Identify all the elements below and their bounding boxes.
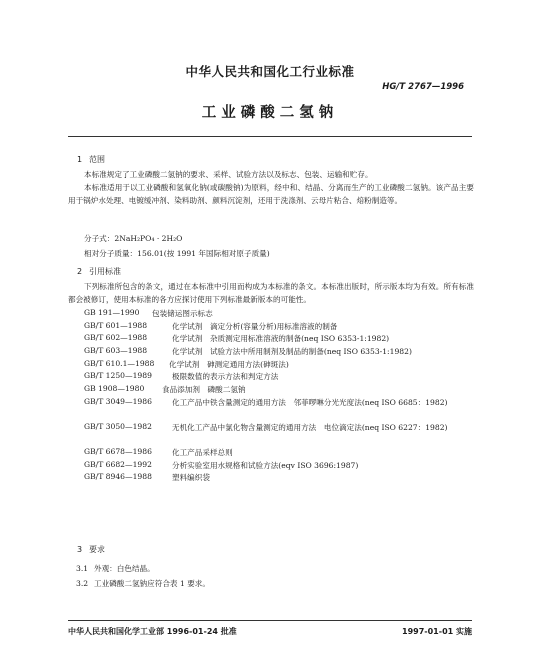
- reference-title: 化学试剂 滴定分析(容量分析)用标准溶液的制备: [172, 321, 338, 331]
- reference-code: GB/T 6678—1986: [84, 446, 152, 456]
- section-heading-references: [77, 266, 121, 277]
- requirement-text: 外观：白色结晶。: [94, 564, 155, 573]
- section-title: 范围: [89, 155, 105, 164]
- standard-number: HG/T 2767—1996: [382, 82, 464, 92]
- reference-title: 无机化工产品中氯化物含量测定的通用方法 电位滴定法(neq ISO 6227：1982): [172, 422, 448, 432]
- requirement-item: [76, 563, 155, 574]
- section-heading-requirements: [77, 544, 105, 555]
- reference-item: [68, 359, 478, 372]
- reference-title: 化学试剂 试验方法中所用制剂及制品的制备(neq ISO 6353-1:1982): [172, 347, 412, 357]
- requirement-number: 3.1: [76, 564, 89, 573]
- reference-item: [68, 422, 478, 447]
- header-divider: [68, 136, 472, 137]
- reference-title: 化学试剂 杂质测定用标准溶液的制备(neq ISO 6353-1:1982): [172, 334, 390, 344]
- reference-code: GB/T 6682—1992: [84, 459, 152, 469]
- reference-item: [68, 321, 478, 334]
- reference-code: GB/T 1250—1989: [84, 371, 152, 381]
- reference-title: 极限数值的表示方法和判定方法: [172, 372, 279, 382]
- scope-paragraph-1: 本标准规定了工业磷酸二氢钠的要求、采样、试验方法以及标志、包装、运输和贮存。: [84, 170, 373, 179]
- requirement-item: [76, 578, 210, 589]
- reference-title: 化工产品采样总则: [172, 447, 233, 457]
- reference-item: [68, 333, 478, 346]
- section-number: 2: [77, 267, 83, 276]
- reference-code: GB/T 8946—1988: [84, 472, 152, 482]
- document-title: 工业磷酸二氢钠: [201, 105, 339, 121]
- issuing-organization: 中华人民共和国化工行业标准: [185, 64, 355, 79]
- reference-code: GB 191—1990: [84, 308, 140, 317]
- reference-item: [68, 397, 478, 422]
- section-number: 1: [77, 155, 83, 164]
- reference-title: 塑料编织袋: [172, 473, 210, 483]
- relative-molecular-mass: 相对分子质量：156.01(按 1991 年国际相对原子质量): [84, 249, 270, 258]
- reference-code: GB/T 3050—1982: [84, 421, 152, 431]
- reference-title: 化学试剂 砷测定通用方法(砷斑法): [169, 359, 289, 369]
- reference-item: [68, 371, 478, 384]
- reference-item: [68, 308, 478, 321]
- reference-title: 包装储运图示标志: [152, 309, 213, 318]
- approval-line: 中华人民共和国化学工业部 1996-01-24 批准: [68, 627, 237, 636]
- reference-title: 分析实验室用水规格和试验方法(eqv ISO 3696:1987): [172, 460, 359, 470]
- section-title: 引用标准: [89, 267, 121, 276]
- footer-divider: [68, 620, 472, 621]
- molecular-formula: 分子式：2NaH₂PO₄ · 2H₂O: [84, 234, 183, 243]
- reference-code: GB/T 3049—1986: [84, 396, 152, 406]
- reference-code: GB 1908—1980: [84, 384, 145, 394]
- reference-code: GB/T 610.1—1988: [84, 358, 155, 368]
- reference-item: [68, 447, 478, 460]
- reference-code: GB/T 601—1988: [84, 320, 148, 330]
- reference-item: [68, 346, 478, 359]
- reference-title: 食品添加剂 磷酸二氢钠: [162, 385, 246, 395]
- implementation-date: 1997-01-01 实施: [402, 627, 472, 636]
- reference-list: [68, 308, 478, 485]
- scope-paragraph-2: 本标准适用于以工业磷酸和氢氧化钠(或碳酸钠)为原料，经中和、结晶、分离而生产的工业磷酸二氢钠。该产品主要用于锅炉水处理、电镀缓冲剂、染料助剂、颜料沉淀剂，还用于洗涤剂、云母片粘合、焙粉制造等。: [68, 183, 474, 205]
- reference-item: [68, 472, 478, 485]
- reference-item: [68, 460, 478, 473]
- reference-title: 化工产品中铁含量测定的通用方法 邻菲啰啉分光光度法(neq ISO 6685：1982): [172, 397, 448, 407]
- section-number: 3: [77, 545, 83, 554]
- section-title: 要求: [89, 545, 105, 554]
- reference-code: GB/T 602—1988: [84, 333, 148, 343]
- requirement-number: 3.2: [76, 579, 89, 588]
- requirement-text: 工业磷酸二氢钠应符合表 1 要求。: [94, 579, 210, 588]
- reference-item: [68, 384, 478, 397]
- section-heading-scope: [77, 154, 105, 165]
- reference-code: GB/T 603—1988: [84, 346, 148, 356]
- references-intro: 下列标准所包含的条文，通过在本标准中引用而构成为本标准的条文。本标准出版时，所示版本均为有效。所有标准都会被修订，使用本标准的各方应探讨使用下列标准最新版本的可能性。: [68, 282, 474, 304]
